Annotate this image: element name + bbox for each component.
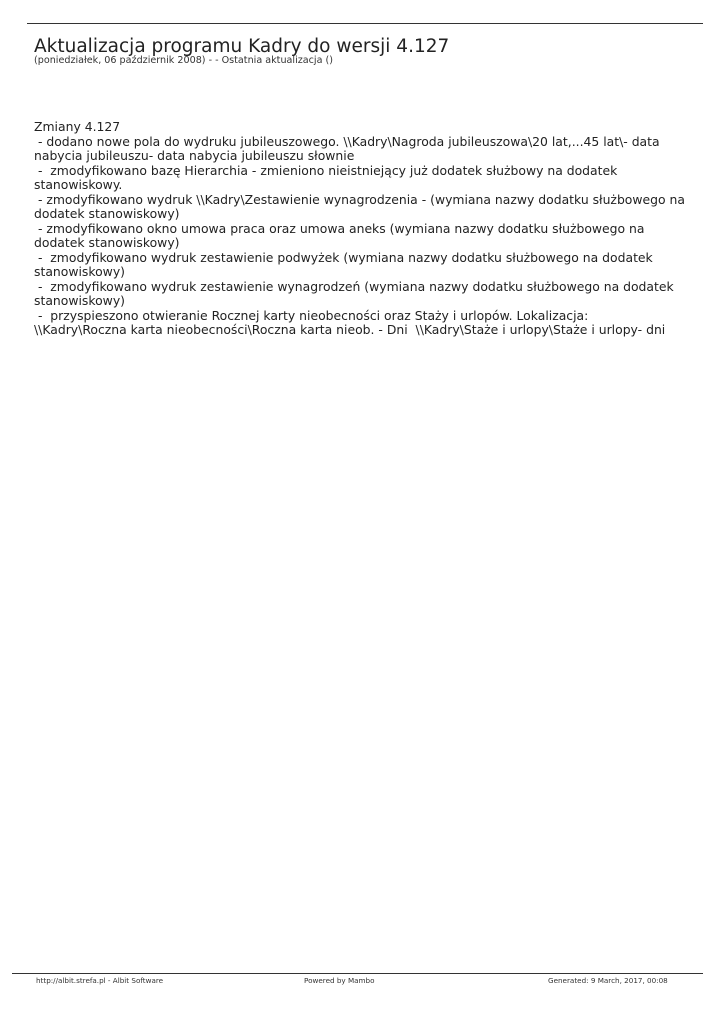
footer-powered-by: Powered by Mambo xyxy=(304,976,375,985)
body-line: - zmodyfikowano wydruk \\Kadry\Zestawienie wynagrodzenia - (wymiana nazwy dodatku służbowego na xyxy=(34,191,685,207)
body-line: - zmodyfikowano wydruk zestawienie podwyżek (wymiana nazwy dodatku służbowego na dodatek xyxy=(34,249,653,265)
top-rule xyxy=(27,23,703,24)
body-line: - zmodyfikowano okno umowa praca oraz umowa aneks (wymiana nazwy dodatku służbowego na xyxy=(34,220,645,236)
body-line: Zmiany 4.127 xyxy=(34,119,121,134)
body-line: stanowiskowy) xyxy=(34,264,125,279)
body-line: - zmodyfikowano wydruk zestawienie wynagrodzeń (wymiana nazwy dodatku służbowego na dodatek xyxy=(34,278,674,294)
body-line: dodatek stanowiskowy) xyxy=(34,206,180,221)
body-line: stanowiskowy. xyxy=(34,177,123,192)
footer-site-link[interactable]: http://albit.strefa.pl - Albit Software xyxy=(36,976,164,985)
page-title: Aktualizacja programu Kadry do wersji 4.127 xyxy=(34,36,450,57)
page-subtitle: (poniedziałek, 06 październik 2008) - - Ostatnia aktualizacja () xyxy=(34,55,333,66)
footer-rule xyxy=(12,973,703,974)
body-line: nabycia jubileuszu- data nabycia jubileuszu słownie xyxy=(34,148,355,163)
body-line: - przyspieszono otwieranie Rocznej karty nieobecności oraz Stażу i urlopów. Lokalizacja: xyxy=(34,307,589,323)
footer-generated-date: Generated: 9 March, 2017, 00:08 xyxy=(548,976,668,985)
body-line: - dodano nowe pola do wydruku jubileuszowego. \\Kadry\Nagroda jubileuszowa\20 lat,...45 lat\- data xyxy=(34,133,660,149)
body-line: - zmodyfikowano bazę Hierarchia - zmieniono nieistniejący już dodatek służbowy na dodatek xyxy=(34,162,618,178)
body-line: stanowiskowy) xyxy=(34,293,125,308)
body-line: \\Kadry\Roczna karta nieobecności\Roczna karta nieob. - Dni \\Kadry\Staże i urlopy\Staże i urlopy- dni xyxy=(34,322,666,337)
article-body xyxy=(34,120,694,338)
body-line: dodatek stanowiskowy) xyxy=(34,235,180,250)
